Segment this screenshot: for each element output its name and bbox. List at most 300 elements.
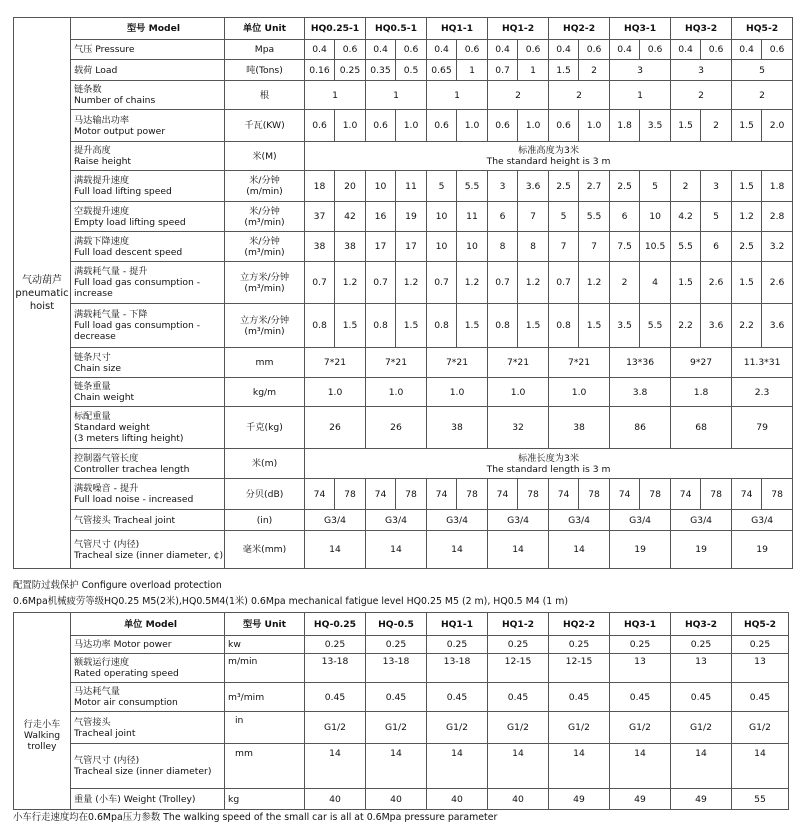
cell: 3 (488, 171, 518, 202)
row-unit: kw (225, 636, 305, 654)
cell: G3/4 (427, 510, 488, 531)
model-col-header: HQ1-1 (427, 18, 488, 40)
note-fatigue: 0.6Mpa机械疲劳等级HQ0.25 M5(2米),HQ0.5M4(1米) 0.6Mpa mechanical fatigue level HQ0.25 M5 (2 m), HQ0.5 M4 (1 m) (13, 596, 569, 607)
cell: 8 (488, 232, 518, 262)
cell: 1 (305, 81, 366, 110)
load-row (14, 60, 793, 81)
cell: 74 (671, 479, 701, 510)
cell: 0.4 (549, 40, 579, 60)
row-unit: m/min (225, 654, 305, 683)
cell: 11.3*31 (732, 348, 793, 378)
cell: 2.5 (549, 171, 579, 202)
cell: G1/2 (610, 712, 671, 744)
merged-cell: 标准长度为3米 The standard length is 3 m (305, 449, 793, 479)
note-trolley-speed: 小车行走速度均在0.6Mpa压力参数 The walking speed of the small car is all at 0.6Mpa pressure parameter (13, 812, 498, 823)
cell: G3/4 (732, 510, 793, 531)
cell: 1.5 (671, 110, 701, 142)
cell: 0.25 (488, 636, 549, 654)
cell: 0.8 (366, 304, 396, 348)
cell: 0.6 (701, 40, 732, 60)
cell: 2 (701, 110, 732, 142)
cell: 7 (518, 202, 549, 232)
cell: 0.4 (732, 40, 762, 60)
cell: 3 (671, 60, 732, 81)
cell: 4 (640, 262, 671, 304)
motor-power-row (14, 110, 793, 142)
model-col-header: HQ3-1 (610, 613, 671, 636)
cell: G3/4 (305, 510, 366, 531)
cell: 0.35 (366, 60, 396, 81)
cell: 0.7 (549, 262, 579, 304)
cell: 2.6 (762, 262, 793, 304)
cell: 13*36 (610, 348, 671, 378)
cell: 11 (457, 202, 488, 232)
cell: 0.8 (305, 304, 335, 348)
cell: G3/4 (671, 510, 732, 531)
cell: 0.4 (671, 40, 701, 60)
cell: 1.8 (671, 378, 732, 407)
cell: 0.25 (671, 636, 732, 654)
cell: 0.8 (427, 304, 457, 348)
cell: 5 (640, 171, 671, 202)
row-label: 马达耗气量 Motor air consumption (71, 683, 225, 712)
row-unit: 毫米(mm) (225, 531, 305, 569)
cell: 40 (427, 789, 488, 810)
cell: 1.0 (457, 110, 488, 142)
cell: 12-15 (549, 654, 610, 683)
cell: 14 (427, 531, 488, 569)
cell: 0.7 (366, 262, 396, 304)
cell: 5.5 (457, 171, 488, 202)
cell: 0.25 (549, 636, 610, 654)
cell: 0.6 (762, 40, 793, 60)
row-unit: kg (225, 789, 305, 810)
row-unit: 米(M) (225, 142, 305, 171)
cell: 7*21 (305, 348, 366, 378)
cell: 74 (366, 479, 396, 510)
cell: G1/2 (427, 712, 488, 744)
row-unit: mm (225, 348, 305, 378)
cell: 12-15 (488, 654, 549, 683)
cell: 37 (305, 202, 335, 232)
cell: G3/4 (549, 510, 610, 531)
tracheal-joint-row (14, 510, 793, 531)
cell: 1.5 (579, 304, 610, 348)
model-col-header: HQ5-2 (732, 613, 789, 636)
cell: 55 (732, 789, 789, 810)
model-col-header: HQ3-2 (671, 18, 732, 40)
cell: G1/2 (549, 712, 610, 744)
cell: 2.6 (701, 262, 732, 304)
row-unit: 千瓦(KW) (225, 110, 305, 142)
full-descent-row (14, 232, 793, 262)
row-unit: in (225, 712, 305, 744)
cell: 0.6 (335, 40, 366, 60)
cell: 1.5 (457, 304, 488, 348)
cell: 2 (732, 81, 793, 110)
cell: 40 (366, 789, 427, 810)
cell: 14 (549, 531, 610, 569)
cell: 38 (549, 407, 610, 449)
model-header: 型号 Model (71, 18, 225, 40)
model-header: 型号 Unit (225, 613, 305, 636)
cell: 3 (610, 60, 671, 81)
header-row (14, 18, 793, 40)
cell: 0.25 (335, 60, 366, 81)
cell: 0.8 (488, 304, 518, 348)
cell: 38 (427, 407, 488, 449)
row-unit: 米(m) (225, 449, 305, 479)
cell: 14 (305, 531, 366, 569)
full-lift-row (14, 171, 793, 202)
cell: G3/4 (488, 510, 549, 531)
cell: 7*21 (549, 348, 610, 378)
cell: 7*21 (366, 348, 427, 378)
cell: 2 (671, 171, 701, 202)
model-col-header: HQ1-2 (488, 613, 549, 636)
row-label: 满载耗气量 - 下降 Full load gas consumption - decrease (71, 304, 225, 348)
cell: 1.5 (518, 304, 549, 348)
cell: 0.4 (366, 40, 396, 60)
trolley-air-row (14, 683, 789, 712)
cell: 10.5 (640, 232, 671, 262)
trolley-joint-row (14, 712, 789, 744)
cell: 0.45 (610, 683, 671, 712)
cell: 10 (366, 171, 396, 202)
cell: 0.25 (366, 636, 427, 654)
cell: 14 (366, 531, 427, 569)
trolley-spacer (14, 613, 71, 810)
chain-weight-row (14, 378, 793, 407)
cell: 2 (488, 81, 549, 110)
cell: 13 (610, 654, 671, 683)
cell: 1.5 (396, 304, 427, 348)
cell: 0.6 (366, 110, 396, 142)
gas-decrease-row (14, 304, 793, 348)
row-label: 气管接头 Tracheal joint (71, 510, 225, 531)
trolley-spec-table (13, 612, 789, 810)
tracheal-size-row (14, 531, 793, 569)
empty-lift-row (14, 202, 793, 232)
cell: 2.7 (579, 171, 610, 202)
cell: 13-18 (427, 654, 488, 683)
cell: 10 (640, 202, 671, 232)
trolley-size-row (14, 744, 789, 789)
merged-cell: 标准高度为3米 The standard height is 3 m (305, 142, 793, 171)
cell: 0.45 (366, 683, 427, 712)
row-unit: 吨(Tons) (225, 60, 305, 81)
cell: 20 (335, 171, 366, 202)
cell: 1.0 (396, 110, 427, 142)
cell: 78 (701, 479, 732, 510)
cell: 1.5 (335, 304, 366, 348)
hoist-spec-table (13, 17, 793, 569)
unit-header: 单位 Model (71, 613, 225, 636)
unit-header: 单位 Unit (225, 18, 305, 40)
cell: 5 (549, 202, 579, 232)
cell: 1.5 (549, 60, 579, 81)
row-label: 马达功率 Motor power (71, 636, 225, 654)
row-label: 满载耗气量 - 提升 Full load gas consumption - increase (71, 262, 225, 304)
model-col-header: HQ1-1 (427, 613, 488, 636)
chain-size-row (14, 348, 793, 378)
row-unit: (in) (225, 510, 305, 531)
cell: 19 (396, 202, 427, 232)
row-label: 链条数 Number of chains (71, 81, 225, 110)
cell: 10 (427, 232, 457, 262)
cell: 1 (366, 81, 427, 110)
cell: 14 (610, 744, 671, 789)
cell: 49 (549, 789, 610, 810)
cell: 78 (518, 479, 549, 510)
cell: 0.6 (640, 40, 671, 60)
cell: 9*27 (671, 348, 732, 378)
cell: 5 (427, 171, 457, 202)
cell: 78 (762, 479, 793, 510)
cell: 32 (488, 407, 549, 449)
cell: 14 (366, 744, 427, 789)
cell: 78 (335, 479, 366, 510)
row-label: 链条尺寸 Chain size (71, 348, 225, 378)
cell: 0.4 (305, 40, 335, 60)
cell: 0.45 (427, 683, 488, 712)
cell: 0.8 (549, 304, 579, 348)
row-unit: Mpa (225, 40, 305, 60)
row-unit: mm (225, 744, 305, 789)
cell: 3.5 (640, 110, 671, 142)
cell: 2.2 (671, 304, 701, 348)
row-unit: 米/分钟 (m/min) (225, 171, 305, 202)
cell: 86 (610, 407, 671, 449)
cell: 26 (366, 407, 427, 449)
trolley-speed-row (14, 654, 789, 683)
cell: 14 (732, 744, 789, 789)
model-col-header: HQ0.25-1 (305, 18, 366, 40)
cell: 0.6 (457, 40, 488, 60)
cell: 2.8 (762, 202, 793, 232)
trolley-weight-row (14, 789, 789, 810)
standard-weight-row (14, 407, 793, 449)
cell: 1.2 (457, 262, 488, 304)
cell: 7 (579, 232, 610, 262)
cell: 1.5 (732, 171, 762, 202)
trolley-motor-power-row (14, 636, 789, 654)
model-col-header: HQ3-2 (671, 613, 732, 636)
cell: 78 (640, 479, 671, 510)
row-label: 气管接头 Tracheal joint (71, 712, 225, 744)
model-col-header: HQ-0.25 (305, 613, 366, 636)
cell: 3.6 (701, 304, 732, 348)
model-col-header: HQ1-2 (488, 18, 549, 40)
cell: 14 (549, 744, 610, 789)
cell: 7*21 (488, 348, 549, 378)
cell: 40 (488, 789, 549, 810)
cell: 3.6 (762, 304, 793, 348)
cell: 1.2 (396, 262, 427, 304)
cell: 13-18 (305, 654, 366, 683)
cell: 0.45 (671, 683, 732, 712)
row-unit: 分贝(dB) (225, 479, 305, 510)
row-unit: kg/m (225, 378, 305, 407)
cell: 5.5 (579, 202, 610, 232)
noise-row (14, 479, 793, 510)
cell: 2.3 (732, 378, 793, 407)
cell: 1.0 (549, 378, 610, 407)
row-unit: 根 (225, 81, 305, 110)
cell: 1.0 (488, 378, 549, 407)
cell: 0.25 (610, 636, 671, 654)
cell: 0.25 (732, 636, 789, 654)
cell: 8 (518, 232, 549, 262)
cell: 0.25 (427, 636, 488, 654)
cell: 16 (366, 202, 396, 232)
cell: 2.2 (732, 304, 762, 348)
pressure-row (14, 40, 793, 60)
cell: 2.5 (732, 232, 762, 262)
cell: 2.0 (762, 110, 793, 142)
cell: 3.6 (518, 171, 549, 202)
cell: 3 (701, 171, 732, 202)
cell: 13-18 (366, 654, 427, 683)
cell: 1 (457, 60, 488, 81)
cell: 79 (732, 407, 793, 449)
cell: 13 (671, 654, 732, 683)
cell: 3.5 (610, 304, 640, 348)
model-col-header: HQ2-2 (549, 18, 610, 40)
row-label: 满载下降速度 Full load descent speed (71, 232, 225, 262)
cell: 2 (671, 81, 732, 110)
cell: G3/4 (610, 510, 671, 531)
cell: 0.7 (488, 60, 518, 81)
cell: 0.6 (579, 40, 610, 60)
cell: 0.6 (518, 40, 549, 60)
cell: 40 (305, 789, 366, 810)
cell: G1/2 (488, 712, 549, 744)
row-label: 气管尺寸 (内径) Tracheal size (inner diameter) (71, 744, 225, 789)
cell: 0.16 (305, 60, 335, 81)
cell: 19 (671, 531, 732, 569)
cell: 26 (305, 407, 366, 449)
cell: 10 (457, 232, 488, 262)
cell: 1.5 (732, 110, 762, 142)
cell: 38 (305, 232, 335, 262)
cell: 18 (305, 171, 335, 202)
cell: 0.6 (305, 110, 335, 142)
cell: 1.8 (762, 171, 793, 202)
cell: 42 (335, 202, 366, 232)
cell: G1/2 (305, 712, 366, 744)
cell: 49 (610, 789, 671, 810)
cell: 0.7 (427, 262, 457, 304)
cell: 74 (610, 479, 640, 510)
cell: 6 (610, 202, 640, 232)
cell: G1/2 (366, 712, 427, 744)
row-unit: 立方米/分钟 (m³/min) (225, 304, 305, 348)
cell: 78 (396, 479, 427, 510)
cell: 0.25 (305, 636, 366, 654)
cell: 1.0 (579, 110, 610, 142)
cell: 0.5 (396, 60, 427, 81)
cell: 1 (427, 81, 488, 110)
cell: 1.5 (671, 262, 701, 304)
cell: 0.6 (427, 110, 457, 142)
cell: 2 (579, 60, 610, 81)
cell: 1.0 (335, 110, 366, 142)
cell: 38 (335, 232, 366, 262)
cell: 17 (396, 232, 427, 262)
cell: 5 (701, 202, 732, 232)
row-unit: 米/分钟 (m³/min) (225, 202, 305, 232)
cell: 1 (518, 60, 549, 81)
chains-row (14, 81, 793, 110)
cell: 0.45 (488, 683, 549, 712)
cell: 14 (305, 744, 366, 789)
model-col-header: HQ3-1 (610, 18, 671, 40)
gas-increase-row (14, 262, 793, 304)
row-label: 标配重量 Standard weight (3 meters lifting height) (71, 407, 225, 449)
cell: 7*21 (427, 348, 488, 378)
cell: 1.2 (579, 262, 610, 304)
cell: 19 (732, 531, 793, 569)
cell: 17 (366, 232, 396, 262)
group-label-trolley: 行走小车 Walking trolley (23, 718, 61, 752)
row-label: 气压 Pressure (71, 40, 225, 60)
row-label: 满载噪音 - 提升 Full load noise - increased (71, 479, 225, 510)
cell: 14 (488, 744, 549, 789)
cell: 4.2 (671, 202, 701, 232)
cell: 3.8 (610, 378, 671, 407)
cell: 0.4 (427, 40, 457, 60)
cell: 13 (732, 654, 789, 683)
cell: 14 (671, 744, 732, 789)
cell: 0.7 (305, 262, 335, 304)
note-overload: 配置防过载保护 Configure overload protection (13, 580, 222, 591)
cell: 1.2 (732, 202, 762, 232)
row-label: 载荷 Load (71, 60, 225, 81)
cell: 0.6 (396, 40, 427, 60)
cell: 0.6 (488, 110, 518, 142)
row-label: 重量 (小车) Weight (Trolley) (71, 789, 225, 810)
cell: 1.0 (366, 378, 427, 407)
cell: G1/2 (671, 712, 732, 744)
cell: 1.8 (610, 110, 640, 142)
model-col-header: HQ0.5-1 (366, 18, 427, 40)
cell: 1.0 (427, 378, 488, 407)
cell: 74 (427, 479, 457, 510)
cell: 19 (610, 531, 671, 569)
row-label: 气管尺寸 (内径) Tracheal size (inner diameter, ¢) (71, 531, 225, 569)
cell: 1.2 (335, 262, 366, 304)
row-unit: 千克(kg) (225, 407, 305, 449)
cell: 0.45 (305, 683, 366, 712)
cell: 2 (610, 262, 640, 304)
cell: G1/2 (732, 712, 789, 744)
row-label: 链条重量 Chain weight (71, 378, 225, 407)
cell: 0.6 (549, 110, 579, 142)
cell: 2 (549, 81, 610, 110)
cell: 1 (610, 81, 671, 110)
cell: 0.4 (488, 40, 518, 60)
row-label: 提升高度 Raise height (71, 142, 225, 171)
cell: 78 (457, 479, 488, 510)
row-label: 控制器气管长度 Controller trachea length (71, 449, 225, 479)
cell: 5 (732, 60, 793, 81)
cell: 1.0 (305, 378, 366, 407)
cell: 1.2 (518, 262, 549, 304)
row-label: 额载运行速度 Rated operating speed (71, 654, 225, 683)
cell: 14 (488, 531, 549, 569)
cell: 5.5 (671, 232, 701, 262)
